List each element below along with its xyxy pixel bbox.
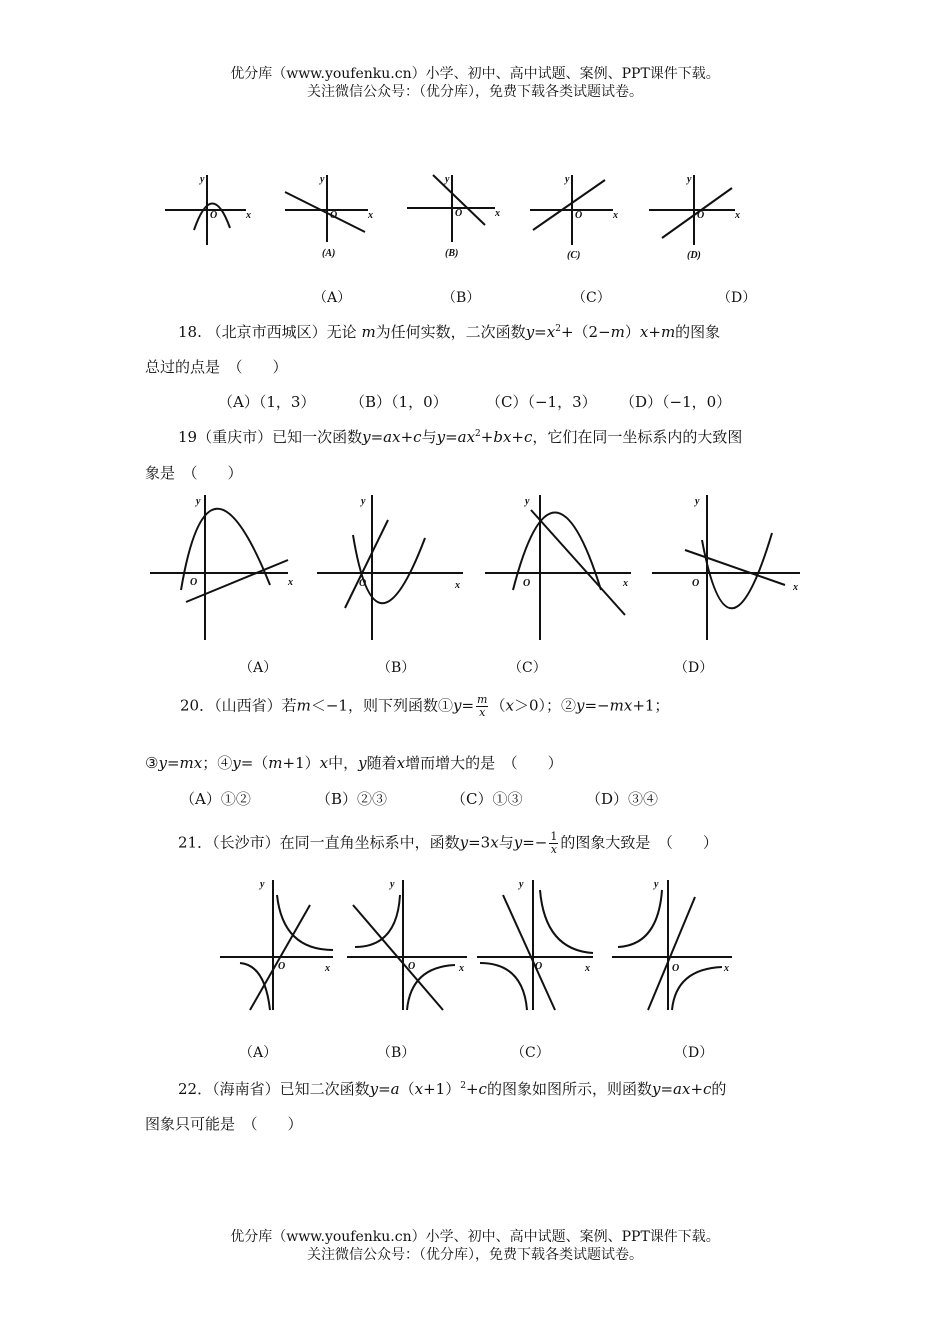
q18-var: x <box>639 323 649 341</box>
axis-x-label: x <box>793 582 798 593</box>
q18-line-1 <box>178 321 720 342</box>
q18-option-b: （B）（1，0） <box>350 393 448 411</box>
footer-line-1: 优分库（www.youfenku.cn）小学、初中、高中试题、案例、PPT课件下载。 <box>230 1229 720 1245</box>
q20-text: = <box>166 754 180 772</box>
q21-number: 21． <box>178 833 213 852</box>
axis-y-label: y <box>196 496 201 507</box>
q17-figure-a <box>280 170 380 260</box>
origin-label: O <box>359 578 367 589</box>
axis-y-label: y <box>320 174 325 185</box>
header-line-2: 关注微信公众号：（优分库），免费下载各类试题试卷。 <box>307 84 643 100</box>
q17-figure-given <box>160 170 260 250</box>
q20-option-c: （C）①③ <box>451 790 523 808</box>
q18-option-a: （A）（1，3） <box>218 393 316 411</box>
q20-var: mx <box>609 696 633 715</box>
q17-figure-c <box>525 170 625 260</box>
origin-label: O <box>455 208 463 219</box>
fraction-denominator: x <box>550 843 557 856</box>
q22-exponent: 2 <box>460 1081 466 1091</box>
q20-var: m <box>296 696 311 715</box>
q19-option-c: （C） <box>508 660 547 676</box>
q20-var: mx <box>179 754 203 772</box>
origin-label: O <box>535 961 543 972</box>
axis-y-label: y <box>695 496 700 507</box>
q19-var: y <box>436 428 446 446</box>
q19-text: = <box>370 428 384 446</box>
q22-line-2: 图象只可能是 （ ） <box>145 1115 303 1133</box>
q22-var: c <box>703 1080 712 1098</box>
q20-var: x <box>319 754 329 772</box>
q20-text: ＞0）；② <box>513 696 576 715</box>
q18-text: 为任何实数，二次函数 <box>375 323 526 341</box>
q21-text: =3 <box>468 833 491 852</box>
q19-option-b: （B） <box>377 660 416 676</box>
q18-var: y <box>525 323 535 341</box>
q20-option-a: （A）①② <box>180 790 251 808</box>
q19-line-2: 象是 （ ） <box>145 464 243 482</box>
axis-y-label: y <box>565 174 570 185</box>
q20-option-b: （B）②③ <box>316 790 388 808</box>
q21-text: =− <box>522 833 548 852</box>
q20-var: x <box>396 754 406 772</box>
axis-y-label: y <box>390 879 395 890</box>
fraction-numerator: m <box>477 693 488 706</box>
axis-x-label: x <box>495 208 500 219</box>
q19-var: bx <box>493 428 512 446</box>
q19-option-d: （D） <box>674 660 714 676</box>
q18-text: = <box>534 323 547 341</box>
q17-option-c: （C） <box>572 290 611 306</box>
q22-text: 的 <box>711 1080 727 1098</box>
q22-var: ax <box>673 1080 691 1098</box>
q18-number: 18. <box>178 323 202 341</box>
axis-y-label: y <box>525 496 530 507</box>
q19-line-1 <box>178 426 742 447</box>
axis-x-label: x <box>613 210 618 221</box>
small-label-d: (D) <box>687 250 701 261</box>
q18-var: m <box>610 323 625 341</box>
axis-x-label: x <box>246 210 251 221</box>
q18-option-d: （D）（−1，0） <box>620 393 732 411</box>
q20-text: =− <box>584 696 610 715</box>
origin-label: O <box>278 961 286 972</box>
origin-label: O <box>330 210 338 221</box>
origin-label: O <box>692 578 700 589</box>
q18-var: m <box>660 323 676 341</box>
q17-figure-b <box>405 170 505 260</box>
q22-text: = <box>378 1080 391 1098</box>
q20-line-2 <box>145 752 563 773</box>
axis-y-label: y <box>200 174 205 185</box>
q20-var: y <box>576 696 585 715</box>
q20-text: （ <box>490 696 506 715</box>
q22-var: x <box>414 1080 424 1098</box>
q20-option-d: （D）③④ <box>586 790 659 808</box>
q18-text: +（2− <box>560 323 611 341</box>
origin-label: O <box>210 210 218 221</box>
q21-option-a: （A） <box>239 1045 278 1061</box>
origin-label: O <box>408 961 416 972</box>
q20-var: y <box>452 696 462 715</box>
q17-option-a: （A） <box>313 290 352 306</box>
q20-var: y <box>358 754 367 772</box>
q18-var: x <box>546 323 556 341</box>
q19-var: c <box>524 428 533 446</box>
q19-var: c <box>413 428 422 446</box>
q19-text: + <box>480 428 494 446</box>
q21-var: y <box>513 833 523 852</box>
q19-text: + <box>511 428 524 446</box>
q20-text: =（ <box>240 754 269 772</box>
q22-number: 22． <box>178 1080 213 1098</box>
q22-var: y <box>369 1080 379 1098</box>
q21-text: 与 <box>498 833 514 852</box>
q19-text: + <box>400 428 414 446</box>
q22-text: 的图象如图所示，则函数 <box>486 1080 652 1098</box>
small-label-b: (B) <box>445 248 459 259</box>
q20-text: ；④ <box>202 754 233 772</box>
q19-option-a: （A） <box>239 660 278 676</box>
q21-figure-a <box>215 875 345 1015</box>
fraction-numerator: 1 <box>550 830 558 843</box>
q19-text: = <box>445 428 458 446</box>
axis-y-label: y <box>260 879 265 890</box>
axis-x-label: x <box>724 963 729 974</box>
q21-var: y <box>459 833 469 852</box>
q22-var: c <box>478 1080 487 1098</box>
origin-label: O <box>697 210 705 221</box>
axis-x-label: x <box>585 963 590 974</box>
q21-figure-d <box>610 875 740 1015</box>
q21-option-d: （D） <box>674 1045 714 1061</box>
q19-var: y <box>362 428 371 446</box>
q22-text: （海南省）已知二次函数 <box>212 1080 370 1098</box>
q18-line-2: 总过的点是 （ ） <box>145 358 288 376</box>
q19-figure-a <box>148 490 298 645</box>
q18-text: ） <box>624 323 640 341</box>
q21-var: x <box>490 833 499 852</box>
q20-text: 增而增大的是 （ ） <box>405 754 563 772</box>
q18-text: + <box>648 323 661 341</box>
q19-text: 与 <box>421 428 437 446</box>
small-label-c: (C) <box>567 250 581 261</box>
origin-label: O <box>575 210 583 221</box>
q20-var: y <box>158 754 167 772</box>
axis-y-label: y <box>519 879 524 890</box>
q22-text: + <box>465 1080 479 1098</box>
fraction-denominator: x <box>479 706 486 719</box>
origin-label: O <box>523 578 531 589</box>
q22-text: + <box>690 1080 704 1098</box>
axis-y-label: y <box>445 174 450 185</box>
q20-text: （山西省）若 <box>214 696 297 715</box>
q20-var: x <box>505 696 514 715</box>
axis-x-label: x <box>325 963 330 974</box>
q17-option-d: （D） <box>717 290 757 306</box>
axis-y-label: y <box>687 174 692 185</box>
origin-label: O <box>672 963 680 974</box>
axis-x-label: x <box>288 577 293 588</box>
q20-text: = <box>461 696 475 715</box>
q20-text: +1） <box>282 754 320 772</box>
axis-x-label: x <box>455 580 460 591</box>
q20-var: y <box>232 754 241 772</box>
small-label-a: (A) <box>322 248 336 259</box>
q18-exponent: 2 <box>555 324 561 334</box>
axis-x-label: x <box>623 578 628 589</box>
q20-text: ③ <box>145 754 159 772</box>
footer-line-2: 关注微信公众号：（优分库），免费下载各类试题试卷。 <box>307 1247 643 1263</box>
q20-text: +1； <box>632 696 670 715</box>
q22-var: a <box>390 1080 400 1098</box>
q19-var: ax <box>457 428 476 446</box>
q20-text: 中， <box>328 754 359 772</box>
q22-line-1 <box>178 1078 726 1099</box>
q21-figure-b <box>345 875 475 1015</box>
q18-text: （北京市西城区）无论 <box>206 323 357 341</box>
q21-fraction <box>549 831 558 856</box>
q18-text: 的图象 <box>675 323 721 341</box>
origin-label: O <box>190 577 198 588</box>
q20-number: 20． <box>180 696 215 715</box>
q21-text: 的图象大致是 （ ） <box>560 833 718 852</box>
q20-text: ＜−1，则下列函数① <box>310 696 453 715</box>
q21-option-c: （C） <box>511 1045 550 1061</box>
q21-text: （长沙市）在同一直角坐标系中，函数 <box>212 833 460 852</box>
q19-text: ，它们在同一坐标系内的大致图 <box>532 428 743 446</box>
axis-y-label: y <box>361 496 366 507</box>
axis-y-label: y <box>654 879 659 890</box>
q20-text: 随着 <box>366 754 397 772</box>
q19-figure-c <box>483 490 633 645</box>
q20-var: m <box>268 754 283 772</box>
q21-option-b: （B） <box>377 1045 416 1061</box>
q21-line-1 <box>178 831 718 856</box>
q17-option-b: （B） <box>442 290 481 306</box>
q18-option-c: （C）（−1，3） <box>486 393 597 411</box>
axis-x-label: x <box>368 210 373 221</box>
q20-fraction <box>476 694 488 719</box>
q22-text: +1） <box>423 1080 461 1098</box>
axis-x-label: x <box>735 210 740 221</box>
axis-x-label: x <box>459 963 464 974</box>
q17-figure-d <box>647 170 747 260</box>
q21-figure-c <box>475 875 605 1015</box>
q20-line-1 <box>180 694 669 719</box>
header-line-1: 优分库（www.youfenku.cn）小学、初中、高中试题、案例、PPT课件下载。 <box>230 66 720 82</box>
q22-text: （ <box>399 1080 415 1098</box>
q19-figure-b <box>315 490 465 645</box>
q22-var: y <box>651 1080 661 1098</box>
q18-var: m <box>361 323 376 341</box>
q19-number: 19 <box>178 428 198 446</box>
q19-var: ax <box>383 428 401 446</box>
q22-text: = <box>660 1080 674 1098</box>
q19-text: （重庆市）已知一次函数 <box>197 428 363 446</box>
q19-exponent: 2 <box>475 429 481 439</box>
q19-figure-d <box>650 490 800 645</box>
